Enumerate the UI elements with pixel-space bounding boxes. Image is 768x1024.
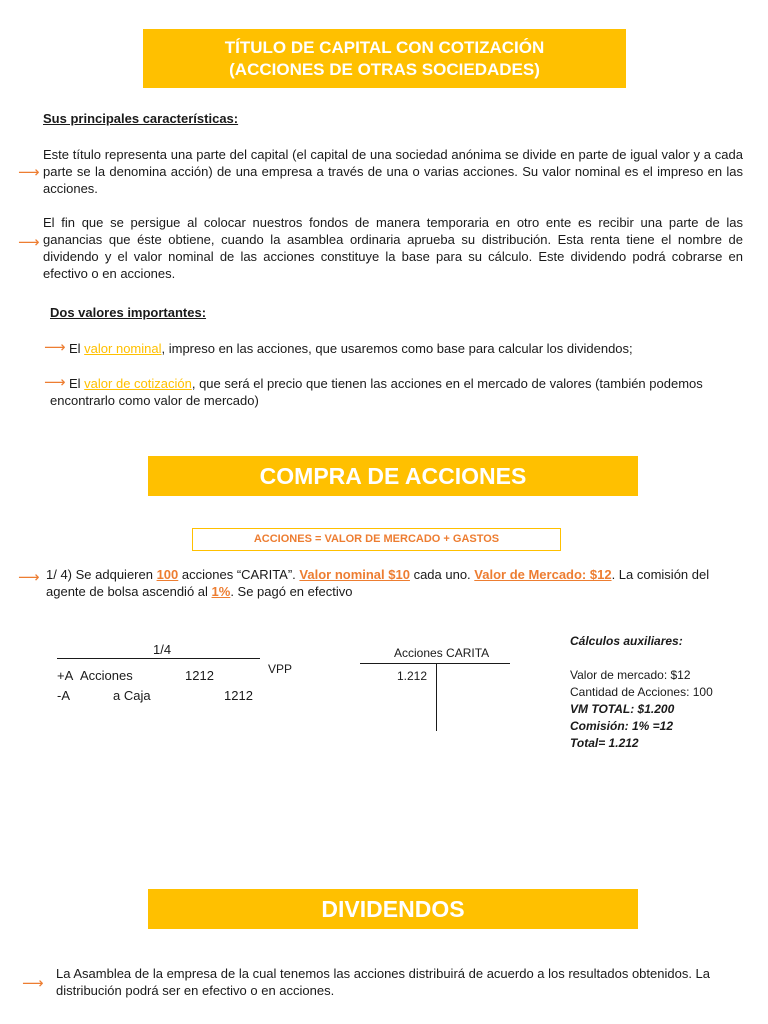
value-cotizacion-term: valor de cotización [84, 376, 192, 391]
value-item-prefix: El [69, 376, 85, 391]
t-account-title: Acciones CARITA [394, 646, 490, 660]
exercise-statement [46, 566, 736, 600]
exercise-text: . La comisión del agente de bolsa ascendió al [46, 567, 710, 599]
aux-line-total: Total= 1.212 [570, 736, 639, 750]
exercise-highlight-quantity: 100 [156, 567, 179, 582]
values-heading: Dos valores importantes: [50, 305, 207, 320]
journal-note: VPP [268, 662, 293, 676]
value-item-text: , que será el precio que tienen las acciones en el mercado de valores (también podemos encontrarlo como valor de mercado) [50, 376, 703, 408]
purchase-banner: COMPRA DE ACCIONES [148, 456, 638, 496]
value-item-text: , impreso en las acciones, que usaremos como base para calcular los dividendos; [161, 341, 633, 356]
characteristics-paragraph-2: El fin que se persigue al colocar nuestros fondos de manera temporaria en otro ente es recibir una parte de las ganancias que éste obtiene, cuando la asamblea ordinaria aprueba su distribución. Esta renta tiene el nombre de dividendo y el valor nominal de las acciones constituye la base para su cálculo. Este dividendo podrá cobrarse en efectivo o en acciones. [43, 215, 743, 281]
aux-line-market: Valor de mercado: $12 [570, 668, 691, 682]
journal-date: 1/4 [153, 642, 172, 657]
value-item-nominal [69, 340, 749, 357]
characteristics-heading: Sus principales características: [43, 111, 239, 126]
exercise-highlight-market: Valor de Mercado: $12 [474, 567, 612, 582]
arrow-right-icon: ⟶ [18, 569, 40, 586]
t-account-top-line [360, 663, 510, 664]
journal-row-1-debit: 1212 [185, 668, 214, 683]
value-item-cotizacion [50, 375, 740, 409]
value-item-prefix: El [69, 341, 85, 356]
title-banner [143, 29, 626, 88]
title-line-2: (ACCIONES DE OTRAS SOCIEDADES) [229, 59, 540, 79]
exercise-highlight-commission: 1% [211, 584, 231, 599]
title-line-1: TÍTULO DE CAPITAL CON COTIZACIÓN [224, 37, 545, 57]
journal-divider [57, 658, 260, 659]
arrow-right-icon: ⟶ [18, 164, 40, 181]
t-account-center-line [436, 663, 437, 731]
aux-line-vm-total: VM TOTAL: $1.200 [570, 702, 675, 716]
arrow-right-icon: ⟶ [44, 339, 66, 356]
exercise-highlight-nominal: Valor nominal $10 [299, 567, 410, 582]
aux-heading: Cálculos auxiliares: [570, 634, 683, 648]
exercise-text: acciones “CARITA”. [178, 567, 300, 582]
characteristics-paragraph-1: Este título representa una parte del capital (el capital de una sociedad anónima se divide en parte de igual valor y a cada parte se la denomina acción) de una empresa a través de una o varias acciones. Su valor nominal es el impreso en las acciones. [43, 147, 743, 196]
dividends-banner: DIVIDENDOS [148, 889, 638, 929]
aux-line-commission: Comisión: 1% =12 [570, 719, 674, 733]
journal-row-1-sign: +A [57, 668, 74, 683]
value-nominal-term: valor nominal [84, 341, 162, 356]
formula-box: ACCIONES = VALOR DE MERCADO + GASTOS [192, 528, 561, 551]
aux-line-quantity: Cantidad de Acciones: 100 [570, 685, 713, 699]
dividends-paragraph: La Asamblea de la empresa de la cual tenemos las acciones distribuirá de acuerdo a los resultados obtenidos. La distribución podrá ser en efectivo o en acciones. [56, 966, 711, 998]
journal-row-1-account: Acciones [80, 668, 133, 683]
arrow-right-icon: ⟶ [44, 374, 66, 391]
journal-row-2-account: a Caja [113, 688, 151, 703]
t-account-debit-value: 1.212 [397, 669, 428, 683]
journal-row-2-sign: -A [57, 688, 70, 703]
exercise-text: 1/ 4) Se adquieren [46, 567, 157, 582]
arrow-right-icon: ⟶ [18, 234, 40, 251]
arrow-right-icon: ⟶ [22, 975, 44, 992]
exercise-text: cada uno. [409, 567, 475, 582]
aux-calculations [570, 633, 760, 752]
journal-row-2-credit: 1212 [224, 688, 253, 703]
exercise-text: . Se pagó en efectivo [230, 584, 353, 599]
